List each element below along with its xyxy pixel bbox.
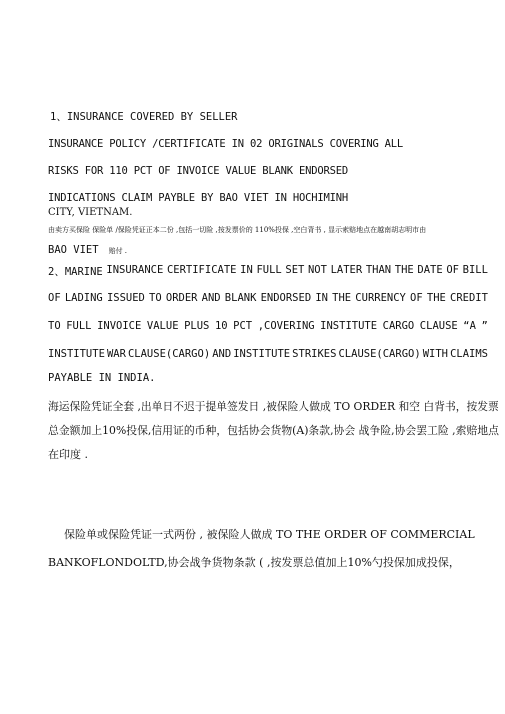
section2-word: “A — [463, 320, 476, 332]
section2-word: SET — [285, 264, 305, 276]
section2-word: THE — [332, 292, 352, 304]
section2-word: 10 — [214, 320, 228, 332]
section1-translation: 由卖方买保险 保险单 /保险凭证正本二份 ,包括一切险 ,按发票价的 110%投保 ,空白背书 , 显示索赔地点在越南胡志明市由 — [48, 226, 427, 234]
section2-word: DATE — [417, 264, 443, 276]
section1-heading: 1、INSURANCE COVERED BY SELLER — [50, 111, 238, 123]
section2-word: OF — [48, 292, 61, 304]
section2-word: THAN — [365, 264, 392, 276]
section2-word: TO — [48, 320, 61, 332]
section2-last-line: PAYABLE IN INDIA. — [48, 372, 156, 384]
section2-word: FULL — [256, 264, 282, 276]
section2-word: OF — [446, 264, 459, 276]
section2-word: INSTITUTE — [233, 348, 291, 360]
section2-line-4 — [48, 348, 488, 360]
section2-word: INSTITUTE — [320, 320, 378, 332]
section2-word: ENDORSED — [260, 292, 312, 304]
section2-line-2 — [48, 292, 488, 304]
section2-word: ORDER — [165, 292, 198, 304]
section2-word: CLAIMS — [450, 348, 488, 360]
section2-translation-2: 总金额加上10%投保,信用证的币种，包括协会货物(A)条款,协会 战争险,协会罢工险 ,索赔地点 — [48, 424, 499, 437]
section3-line-1: 保险单或保险凭证一式两份 , 被保险人做成 TO THE ORDER OF COMMERCIAL — [64, 528, 475, 541]
section2-word: ” — [481, 320, 488, 332]
section2-word: 2、MARINE — [48, 266, 103, 278]
section1-line-4: CITY, VIETNAM. — [48, 207, 133, 218]
section2-word: CURRENCY — [355, 292, 406, 304]
section2-word: CLAUSE(CARGO) — [338, 348, 421, 360]
section2-word: CLAUSE(CARGO) — [127, 348, 211, 360]
section2-word: FULL — [66, 320, 92, 332]
section2-line-3 — [48, 320, 488, 332]
section2-word: TO — [149, 292, 162, 304]
section2-word: AND — [212, 348, 232, 360]
section2-word: ISSUED — [106, 292, 145, 304]
section2-word: LADING — [64, 292, 103, 304]
section2-word: PLUS — [184, 320, 210, 332]
section2-word: BILL — [462, 264, 488, 276]
section1-line-3: INDICATIONS CLAIM PAYBLE BY BAO VIET IN HOCHIMINH — [48, 192, 348, 204]
section2-word: THE — [394, 264, 414, 276]
section1-line-1: INSURANCE POLICY /CERTIFICATE IN 02 ORIGINALS COVERING ALL — [48, 138, 404, 150]
section2-word: WAR — [106, 348, 126, 360]
section2-word: STRIKES — [292, 348, 337, 360]
section2-word: CARGO — [382, 320, 415, 332]
section2-word: CREDIT — [450, 292, 488, 304]
section2-word: LATER — [330, 264, 363, 276]
section2-word: IN — [240, 264, 253, 276]
section2-word: ,COVERING — [257, 320, 315, 332]
section2-word: VALUE — [146, 320, 179, 332]
section1-line-2: RISKS FOR 110 PCT OF INVOICE VALUE BLANK ENDORSED — [48, 165, 348, 177]
section2-translation-3: 在印度 . — [48, 448, 88, 461]
section2-word: INVOICE — [97, 320, 142, 332]
section2-word: INSTITUTE — [48, 348, 105, 360]
section2-word: OF — [410, 292, 423, 304]
section2-word: NOT — [307, 264, 327, 276]
section2-word: CLAUSE — [419, 320, 458, 332]
section1-payer-line — [48, 240, 127, 258]
section2-word: WITH — [422, 348, 449, 360]
section1-payer: BAO VIET — [48, 244, 99, 256]
section2-word: BLANK — [224, 292, 257, 304]
section2-word: THE — [426, 292, 446, 304]
section2-translation-1: 海运保险凭证全套 ,出单日不迟于提单签发日 ,被保险人做成 TO ORDER 和空 白背书，按发票 — [48, 400, 499, 413]
section2-word: AND — [201, 292, 221, 304]
section2-line-1 — [48, 264, 488, 279]
section2-word: IN — [315, 292, 328, 304]
section2-word: PCT — [233, 320, 253, 332]
section1-payer-note: 赔付 . — [108, 247, 128, 255]
section2-word: CERTIFICATE — [166, 264, 237, 276]
section3-line-2: BANKOFLONDOLTD,协会战争货物条款 ( ,按发票总值加上10%勺投保加成投保， — [48, 556, 460, 569]
section2-word: INSURANCE — [106, 264, 164, 276]
